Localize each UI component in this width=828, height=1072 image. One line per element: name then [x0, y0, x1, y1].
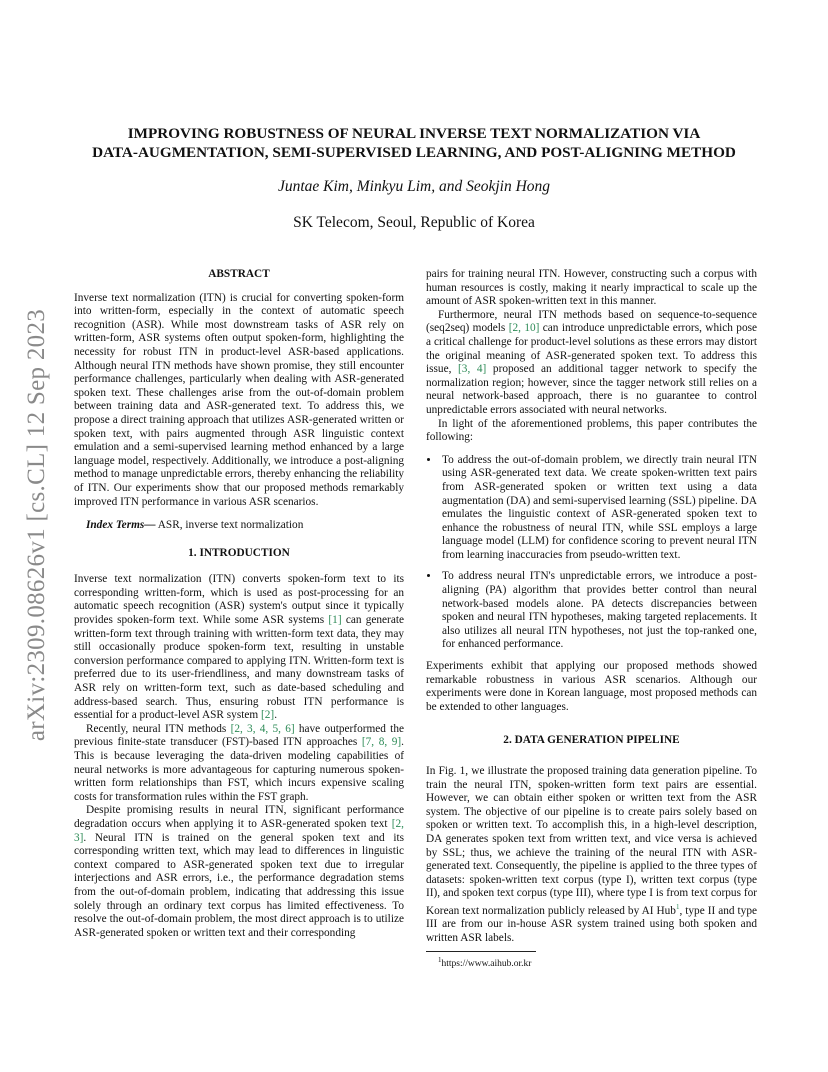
citation-link[interactable]: [2, 3] [74, 817, 404, 844]
intro-p3-text-b: . Neural ITN is trained on the general spoken text and its corresponding written text, which may lead to differences in linguistic context compared to ASR-generated spoken text due to irregular interjections and ASR errors, i.e., the performance degradation stems from the out-of-domain problem, indicating that addressing this issue solely through an ordinary text corpus has limited effectiveness. To resolve the out-of-domain problem, the most direct approach is to utilize ASR-generated spoken or written text and their corresponding [74, 831, 404, 939]
intro-p2-text-b: have outperformed the previous finite-state transducer (FST)-based ITN approaches [74, 722, 404, 749]
intro-paragraph-4: pairs for training neural ITN. However, constructing such a corpus with human resources is costly, making it nearly impractical to scale up the amount of ASR spoken-written text in this manner. [426, 268, 757, 308]
index-terms-label: Index Terms— [86, 519, 156, 532]
arxiv-sidebar [22, 290, 52, 760]
section-2-heading: 2. DATA GENERATION PIPELINE [503, 734, 680, 747]
right-column [426, 268, 757, 972]
left-column [74, 268, 404, 940]
list-item: • To address neural ITN's unpredictable errors, we introduce a post-aligning (PA) algorithm that provides better control than neural network-based models alone. PA detects discrepancies between spoken and neural ITN hypotheses, making targeted replacements. It also utilizes all neural ITN hypotheses, not just the top-ranked one, for enhanced performance. [440, 570, 757, 652]
citation-link[interactable]: [2, 10] [508, 322, 540, 335]
citation-link[interactable]: [2] [261, 709, 275, 722]
intro-paragraph-1 [74, 573, 404, 723]
intro-paragraph-3 [74, 804, 404, 940]
intro-p2-text-a: Recently, neural ITN methods [86, 722, 231, 735]
intro-p5-text-c: proposed an additional tagger network to specify the normalization region; however, since the tagger network still relies on a neural network-based approach, there is no guarantee to control unpredictable errors associated with neural networks. [426, 363, 757, 416]
intro-p5-text-b: can introduce unpredictable errors, which pose a critical challenge for product-level solutions as these errors may distort the original meaning of ASR-generated spoken text. To address this issue, [426, 322, 757, 376]
section-2-text-a: In Fig. 1, we illustrate the proposed training data generation pipeline. To train the neural ITN, spoken-written form text pairs are essential. However, we can obtain either spoken or written text from the ASR system. The objective of our pipeline is to create pairs solely based on spoken or written text. To accomplish this, in a high-level description, DA generates spoken text from written text, and vice versa is achieved by SSL; thus, we achieve the training of the neural ITN with ASR-generated text. Consequently, the pipeline is applied to the three types of datasets: spoken-written text corpus (type I), written text corpus (type II), and spoken text corpus (type III), where type I is from text corpus for Korean text normalization publicly released by AI Hub [426, 765, 757, 917]
intro-p1-text-a: Inverse text normalization (ITN) converts spoken-form text to its corresponding written-form, which is used as post-processing for an automatic speech recognition (ASR) system's output since it typically provides spoken-form text. While some ASR systems [74, 573, 404, 627]
citation-link[interactable]: [2, 3, 4, 5, 6] [230, 722, 295, 735]
citation-link[interactable]: [7, 8, 9] [361, 736, 402, 749]
paper-title [60, 124, 768, 162]
affiliation: SK Telecom, Seoul, Republic of Korea [293, 214, 535, 231]
title-line-2: DATA-AUGMENTATION, SEMI-SUPERVISED LEARNING, AND POST-ALIGNING METHOD [92, 144, 736, 161]
intro-paragraph-2 [74, 723, 404, 805]
citation-link[interactable]: [1] [328, 614, 342, 627]
intro-p3-text-a: Despite promising results in neural ITN, significant performance degradation occurs when applying it to ASR-generated spoken text [74, 804, 404, 830]
index-terms [74, 519, 404, 533]
section-2-text-b: , type II and type III are from our in-house ASR system trained using both spoken and written ASR labels. [426, 904, 757, 944]
intro-p2-text-c: . This is because leveraging the data-driven modeling capabilities of neural networks is more advantageous for capturing numerous spoken-written form relationships than FST, which incurs expensive scaling costs for transformation rules within the FST graph. [74, 736, 404, 803]
intro-p1-text-c: . [274, 709, 278, 722]
arxiv-identifier: arXiv:2309.08626v1 [cs.CL] 12 Sep 2023 [23, 308, 50, 742]
intro-paragraph-6: In light of the aforementioned problems, this paper contributes the following: [426, 417, 757, 444]
list-item: • To address the out-of-domain problem, we directly train neural ITN using ASR-generated text data. We create spoken-written text pairs from ASR-generated spoken or written text using a data augmentation (DA) and semi-supervised learning (SSL) pipeline. DA emulates the linguistic context of ASR-generated spoken text to enhance the robustness of neural ITN, while SSL employs a large language model (LLM) for confidence scoring to prevent neural ITN from learning inaccuracies from pseudo-written text. [440, 454, 757, 563]
intro-p1-text-b: can generate written-form text through training with written-form text data, they may still occasionally produce spoken-form text, resulting in unstable conversion performance compared to applying ITN. Written-form text is preferred due to its user-friendliness, and many downstream tasks of ASR rely on written-form text, such as date-based scheduling and address-based search. Thus, ensuring robust ITN performance is essential for a product-level ASR system [74, 614, 404, 722]
abstract-text: Inverse text normalization (ITN) is crucial for converting spoken-form into written-form, especially in the context of automatic speech recognition (ASR). While most downstream tasks of ASR rely on written-form, ASR systems often output spoken-form, highlighting the necessity for robust ITN in product-level ASR-based applications. Although neural ITN methods have shown promise, they still encounter performance challenges, particularly when dealing with ASR-generated spoken text. These challenges arise from the out-of-domain problem between training data and ASR-generated text. To address this, we propose a direct training approach that utilizes ASR-generated written or spoken text, with pairs augmented through ASR linguistic context emulation and a semi-supervised learning method enhanced by a large language model, respectively. Additionally, we introduce a post-aligning method to manage unpredictable errors, thereby enhancing the reliability of ITN. Our experiments show that our proposed methods remarkably improved ITN performance in various ASR scenarios. [74, 291, 404, 508]
intro-p5-text-a: Furthermore, neural ITN methods based on sequence-to-sequence (seq2seq) models [426, 308, 757, 335]
authors: Juntae Kim, Minkyu Lim, and Seokjin Hong [277, 178, 551, 195]
intro-paragraph-5 [426, 309, 757, 418]
intro-heading: 1. INTRODUCTION [188, 546, 290, 559]
abstract-heading: ABSTRACT [208, 268, 270, 280]
contribution-list [426, 454, 757, 652]
footnote-url[interactable]: https://www.aihub.or.kr [441, 959, 532, 970]
section-2-paragraph-1 [426, 765, 757, 945]
footnote-mark: 1 [438, 956, 442, 965]
footnote-link[interactable]: 1 [675, 902, 680, 911]
footnote [426, 954, 757, 972]
index-terms-text: ASR, inverse text normalization [155, 519, 304, 532]
intro-paragraph-7: Experiments exhibit that applying our proposed methods showed remarkable robustness in various ASR scenarios. Although our experiments were done in Korean language, most proposed methods can be extended to other languages. [426, 660, 757, 713]
citation-link[interactable]: [3, 4] [458, 363, 487, 376]
title-line-1: IMPROVING ROBUSTNESS OF NEURAL INVERSE TEXT NORMALIZATION VIA [127, 125, 701, 142]
footnote-rule [426, 951, 536, 952]
